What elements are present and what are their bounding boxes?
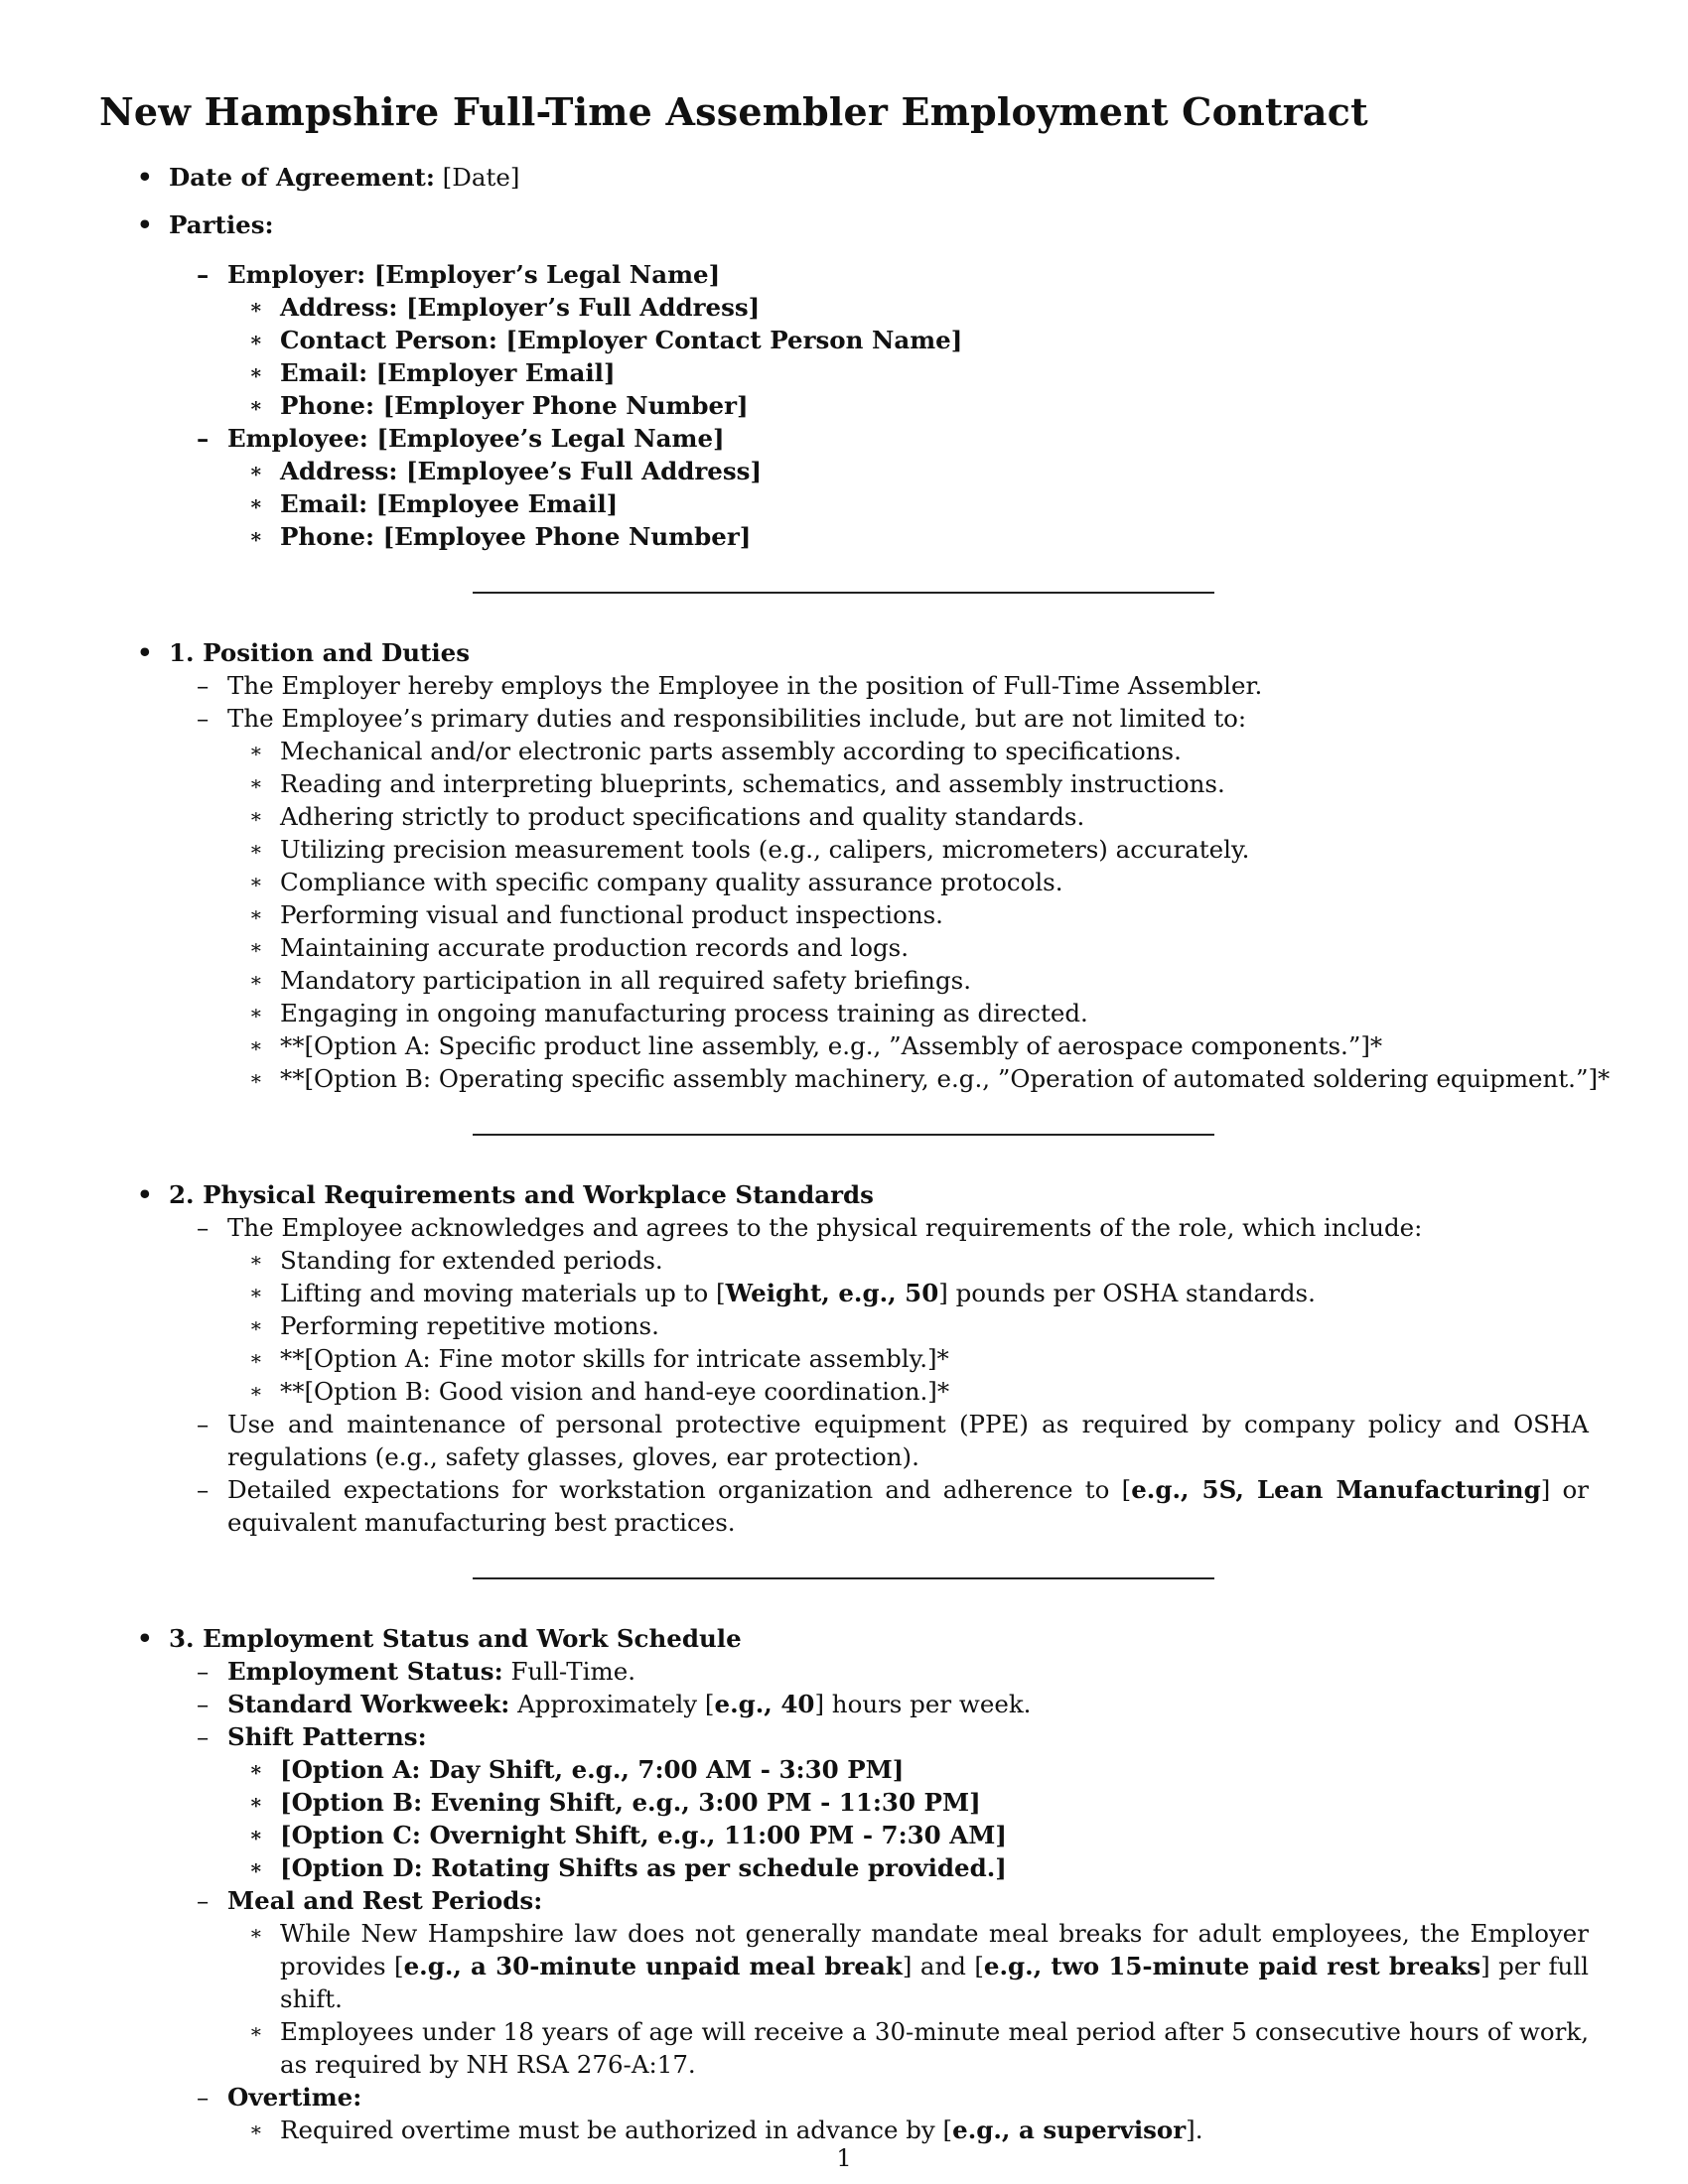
list-item-text: ] and [ — [902, 1952, 984, 1980]
field-value: Approximately [ — [517, 1690, 715, 1718]
employer-email — [0, 356, 1688, 389]
star-marker: ∗ — [249, 1790, 263, 1814]
bullet-marker: • — [137, 163, 153, 192]
date-label: Date of Agreement: — [169, 163, 435, 192]
employment-status-item — [0, 1655, 1688, 1688]
dash-marker: – — [197, 2083, 210, 2112]
employee-label: Employee: — [227, 424, 368, 453]
list-item-text: **[Option B: Operating specific assembly machinery, e.g., ”Operation of automated soldering equipment.”]* — [280, 1064, 1611, 1093]
requirement-item — [0, 1309, 1688, 1342]
field-value: [Employee Phone Number] — [382, 522, 752, 551]
star-marker: ∗ — [249, 870, 263, 893]
employer-item — [0, 258, 1688, 291]
field-label: Contact Person: — [280, 326, 497, 354]
date-value: [Date] — [442, 163, 520, 192]
section-2-paragraph — [0, 1211, 1688, 1244]
list-item-text: [Option B: Evening Shift, e.g., 3:00 PM - 11:30 PM] — [280, 1788, 981, 1817]
list-item-text: Adhering strictly to product specifications and quality standards. — [280, 802, 1085, 831]
star-marker: ∗ — [249, 902, 263, 926]
requirement-item — [0, 1277, 1688, 1309]
list-item-text: Lifting and moving materials up to [ — [280, 1279, 726, 1307]
shift-option — [0, 1819, 1688, 1851]
employee-address — [0, 455, 1688, 487]
star-marker: ∗ — [249, 1281, 263, 1304]
field-label: Phone: — [280, 391, 375, 420]
star-marker: ∗ — [249, 935, 263, 959]
list-item-text: **[Option A: Specific product line assembly, e.g., ”Assembly of aerospace components.”]* — [280, 1031, 1383, 1060]
dash-marker: – — [197, 704, 210, 733]
duty-item — [0, 1062, 1688, 1095]
overtime-item — [0, 2081, 1688, 2114]
field-value: [Employer Contact Person Name] — [505, 326, 963, 354]
meal-rest-detail — [0, 1917, 1688, 2015]
placeholder-weight: Weight, e.g., 50 — [725, 1279, 939, 1307]
star-marker: ∗ — [249, 771, 263, 795]
star-marker: ∗ — [249, 739, 263, 762]
star-marker: ∗ — [249, 328, 263, 351]
field-label: Overtime: — [227, 2083, 362, 2112]
paragraph-text: The Employee acknowledges and agrees to the physical requirements of the role, which include: — [227, 1213, 1423, 1242]
star-marker: ∗ — [249, 968, 263, 992]
field-value: [Employee’s Full Address] — [405, 457, 763, 485]
star-marker: ∗ — [249, 459, 263, 482]
requirement-item — [0, 1244, 1688, 1277]
horizontal-rule — [473, 1134, 1214, 1136]
star-marker: ∗ — [249, 1823, 263, 1846]
list-item-text: Reading and interpreting blueprints, schematics, and assembly instructions. — [280, 769, 1225, 798]
list-item-text: Required overtime must be authorized in advance by [ — [280, 2116, 953, 2144]
dash-marker: – — [197, 1722, 210, 1751]
date-of-agreement-item — [0, 161, 1688, 194]
dash-marker: – — [197, 1475, 210, 1504]
parties-label: Parties: — [169, 210, 274, 239]
field-label: Phone: — [280, 522, 375, 551]
section-heading: 2. Physical Requirements and Workplace Standards — [169, 1180, 874, 1209]
employee-email — [0, 487, 1688, 520]
star-marker: ∗ — [249, 524, 263, 548]
star-marker: ∗ — [249, 1855, 263, 1879]
duty-item — [0, 833, 1688, 866]
shift-patterns-item — [0, 1720, 1688, 1753]
employee-phone — [0, 520, 1688, 553]
placeholder-rest-breaks: e.g., two 15-minute paid rest breaks — [983, 1952, 1481, 1980]
list-item-text: While New Hampshire law does not generally mandate meal breaks for adult employees, the Employer provides [ — [280, 1919, 1589, 1980]
star-marker: ∗ — [249, 360, 263, 384]
shift-option — [0, 1786, 1688, 1819]
section-heading: 1. Position and Duties — [169, 638, 471, 667]
horizontal-rule — [473, 1577, 1214, 1579]
duty-item — [0, 1029, 1688, 1062]
star-marker: ∗ — [249, 1066, 263, 1090]
duty-item — [0, 767, 1688, 800]
list-item-text: Compliance with specific company quality assurance protocols. — [280, 868, 1063, 896]
list-item-text: [Option A: Day Shift, e.g., 7:00 AM - 3:30 PM] — [280, 1755, 905, 1784]
duty-item — [0, 898, 1688, 931]
placeholder-practice: e.g., 5S, Lean Manufacturing — [1131, 1475, 1541, 1504]
employer-contact-person — [0, 324, 1688, 356]
paragraph-text: ] or equivalent manufacturing best practices. — [227, 1475, 1589, 1537]
star-marker: ∗ — [249, 837, 263, 861]
paragraph-text: Use and maintenance of personal protective equipment (PPE) as required by company policy and OSHA regulations (e.g., safety glasses, gloves, ear protection). — [227, 1410, 1589, 1471]
list-item-text: Maintaining accurate production records and logs. — [280, 933, 909, 962]
star-marker: ∗ — [249, 1757, 263, 1781]
section-1-paragraph — [0, 669, 1688, 702]
list-item-text: [Option C: Overnight Shift, e.g., 11:00 PM - 7:30 AM] — [280, 1821, 1007, 1849]
shift-option — [0, 1753, 1688, 1786]
paragraph-text: Detailed expectations for workstation organization and adherence to [ — [227, 1475, 1132, 1504]
field-value: [Employer Phone Number] — [382, 391, 749, 420]
star-marker: ∗ — [249, 1346, 263, 1370]
field-value: [Employer Email] — [375, 358, 616, 387]
dash-marker: – — [197, 424, 210, 453]
section-1-paragraph — [0, 702, 1688, 735]
field-label: Address: — [280, 457, 398, 485]
document-body — [0, 161, 1688, 2146]
page-number: 1 — [836, 2144, 852, 2172]
document-title: New Hampshire Full-Time Assembler Employment Contract — [99, 89, 1368, 134]
field-value: [Employee Email] — [375, 489, 619, 518]
placeholder-hours: e.g., 40 — [714, 1690, 815, 1718]
section-1-heading — [0, 636, 1688, 669]
horizontal-rule — [473, 592, 1214, 594]
list-item-text: ] per full shift. — [280, 1952, 1589, 2013]
employee-name: [Employee’s Legal Name] — [376, 424, 725, 453]
list-item-text: Mechanical and/or electronic parts assembly according to specifications. — [280, 737, 1182, 765]
star-marker: ∗ — [249, 804, 263, 828]
field-value: Full-Time. — [510, 1657, 635, 1686]
field-label: Employment Status: — [227, 1657, 503, 1686]
duty-item — [0, 964, 1688, 997]
list-item-text: ]. — [1186, 2116, 1203, 2144]
list-item-text: [Option D: Rotating Shifts as per schedule provided.] — [280, 1853, 1007, 1882]
star-marker: ∗ — [249, 491, 263, 515]
star-marker: ∗ — [249, 2117, 263, 2141]
list-item-text: Mandatory participation in all required safety briefings. — [280, 966, 972, 995]
list-item-text: Engaging in ongoing manufacturing process training as directed. — [280, 999, 1088, 1027]
star-marker: ∗ — [249, 1313, 263, 1337]
employee-item — [0, 422, 1688, 455]
duty-item — [0, 866, 1688, 898]
section-3-heading — [0, 1622, 1688, 1655]
star-marker: ∗ — [249, 393, 263, 417]
requirement-item — [0, 1375, 1688, 1408]
meal-rest-detail — [0, 2015, 1688, 2081]
list-item-text: Performing visual and functional product inspections. — [280, 900, 943, 929]
list-item-text: **[Option B: Good vision and hand-eye coordination.]* — [280, 1377, 950, 1406]
duty-item — [0, 931, 1688, 964]
section-2-paragraph — [0, 1408, 1688, 1473]
bullet-marker: • — [137, 638, 153, 667]
dash-marker: – — [197, 1410, 210, 1438]
bullet-marker: • — [137, 1624, 153, 1653]
field-label: Email: — [280, 358, 368, 387]
duty-item — [0, 735, 1688, 767]
star-marker: ∗ — [249, 1001, 263, 1024]
dash-marker: – — [197, 1657, 210, 1686]
star-marker: ∗ — [249, 295, 263, 319]
dash-marker: – — [197, 1886, 210, 1915]
paragraph-text: The Employee’s primary duties and responsibilities include, but are not limited to: — [227, 704, 1247, 733]
section-heading: 3. Employment Status and Work Schedule — [169, 1624, 742, 1653]
employer-address — [0, 291, 1688, 324]
dash-marker: – — [197, 671, 210, 700]
list-item-text: Utilizing precision measurement tools (e.g., calipers, micrometers) accurately. — [280, 835, 1250, 864]
bullet-marker: • — [137, 1180, 153, 1209]
list-item-text: Standing for extended periods. — [280, 1246, 663, 1275]
section-2-paragraph — [0, 1473, 1688, 1539]
employer-phone — [0, 389, 1688, 422]
bullet-marker: • — [137, 210, 153, 239]
field-label: Standard Workweek: — [227, 1690, 510, 1718]
field-label: Address: — [280, 293, 398, 322]
section-2-heading — [0, 1178, 1688, 1211]
placeholder-meal-break: e.g., a 30-minute unpaid meal break — [403, 1952, 903, 1980]
paragraph-text: The Employer hereby employs the Employee in the position of Full-Time Assembler. — [227, 671, 1263, 700]
requirement-item — [0, 1342, 1688, 1375]
star-marker: ∗ — [249, 2019, 263, 2043]
shift-option — [0, 1851, 1688, 1884]
meal-rest-item — [0, 1884, 1688, 1917]
employer-name: [Employer’s Legal Name] — [373, 260, 721, 289]
field-value: [Employer’s Full Address] — [405, 293, 761, 322]
dash-marker: – — [197, 1690, 210, 1718]
placeholder-supervisor: e.g., a supervisor — [952, 2116, 1187, 2144]
field-label: Meal and Rest Periods: — [227, 1886, 543, 1915]
duty-item — [0, 800, 1688, 833]
star-marker: ∗ — [249, 1248, 263, 1272]
parties-item — [0, 208, 1688, 241]
list-item-text: Performing repetitive motions. — [280, 1311, 659, 1340]
employer-label: Employer: — [227, 260, 366, 289]
dash-marker: – — [197, 260, 210, 289]
field-label: Shift Patterns: — [227, 1722, 427, 1751]
duty-item — [0, 997, 1688, 1029]
star-marker: ∗ — [249, 1379, 263, 1403]
field-label: Email: — [280, 489, 368, 518]
star-marker: ∗ — [249, 1033, 263, 1057]
list-item-text: Employees under 18 years of age will receive a 30-minute meal period after 5 consecutive hours of work, as required by NH RSA 276-A:17. — [280, 2017, 1589, 2079]
list-item-text: **[Option A: Fine motor skills for intricate assembly.]* — [280, 1344, 949, 1373]
standard-workweek-item — [0, 1688, 1688, 1720]
list-item-text: ] pounds per OSHA standards. — [938, 1279, 1316, 1307]
dash-marker: – — [197, 1213, 210, 1242]
star-marker: ∗ — [249, 1921, 263, 1945]
field-value: ] hours per week. — [814, 1690, 1032, 1718]
